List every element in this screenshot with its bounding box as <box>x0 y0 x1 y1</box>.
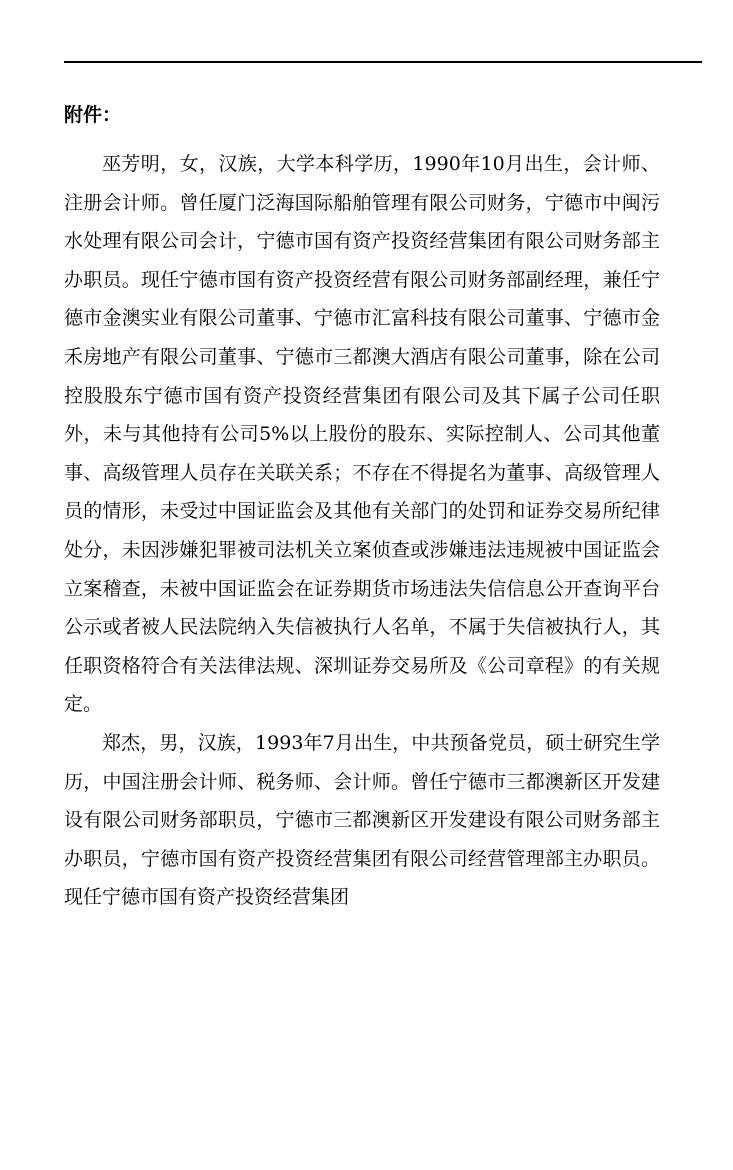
attachment-heading: 附件： <box>64 104 122 126</box>
paragraph-wu-fangming: 巫芳明，女，汉族，大学本科学历，1990年10月出生，会计师、注册会计师。曾任厦门泛海国际船舶管理有限公司财务，宁德市中闽污水处理有限公司会计，宁德市国有资产投资经营集团有限公司财务部主办职员。现任宁德市国有资产投资经营有限公司财务部副经理，兼任宁德市金澳实业有限公司董事、宁德市汇富科技有限公司董事、宁德市金禾房地产有限公司董事、宁德市三都澳大酒店有限公司董事，除在公司控股股东宁德市国有资产投资经营集团有限公司及其下属子公司任职外，未与其他持有公司5%以上股份的股东、实际控制人、公司其他董事、高级管理人员存在关联关系；不存在不得提名为董事、高级管理人员的情形，未受过中国证监会及其他有关部门的处罚和证券交易所纪律处分，未因涉嫌犯罪被司法机关立案侦查或涉嫌违法违规被中国证监会立案稽查，未被中国证监会在证券期货市场违法失信信息公开查询平台公示或者被人民法院纳入失信被执行人名单，不属于失信被执行人，其任职资格符合有关法律法规、深圳证券交易所及《公司章程》的有关规定。 <box>64 153 660 716</box>
paragraph-zheng-jie: 郑杰，男，汉族，1993年7月出生，中共预备党员，硕士研究生学历，中国注册会计师、税务师、会计师。曾任宁德市三都澳新区开发建设有限公司财务部职员，宁德市三都澳新区开发建设有限公司财务部主办职员，宁德市国有资产投资经营集团有限公司经营管理部主办职员。现任宁德市国有资产投资经营集团 <box>64 731 660 909</box>
header-rule <box>64 61 702 63</box>
document-body <box>64 145 660 917</box>
